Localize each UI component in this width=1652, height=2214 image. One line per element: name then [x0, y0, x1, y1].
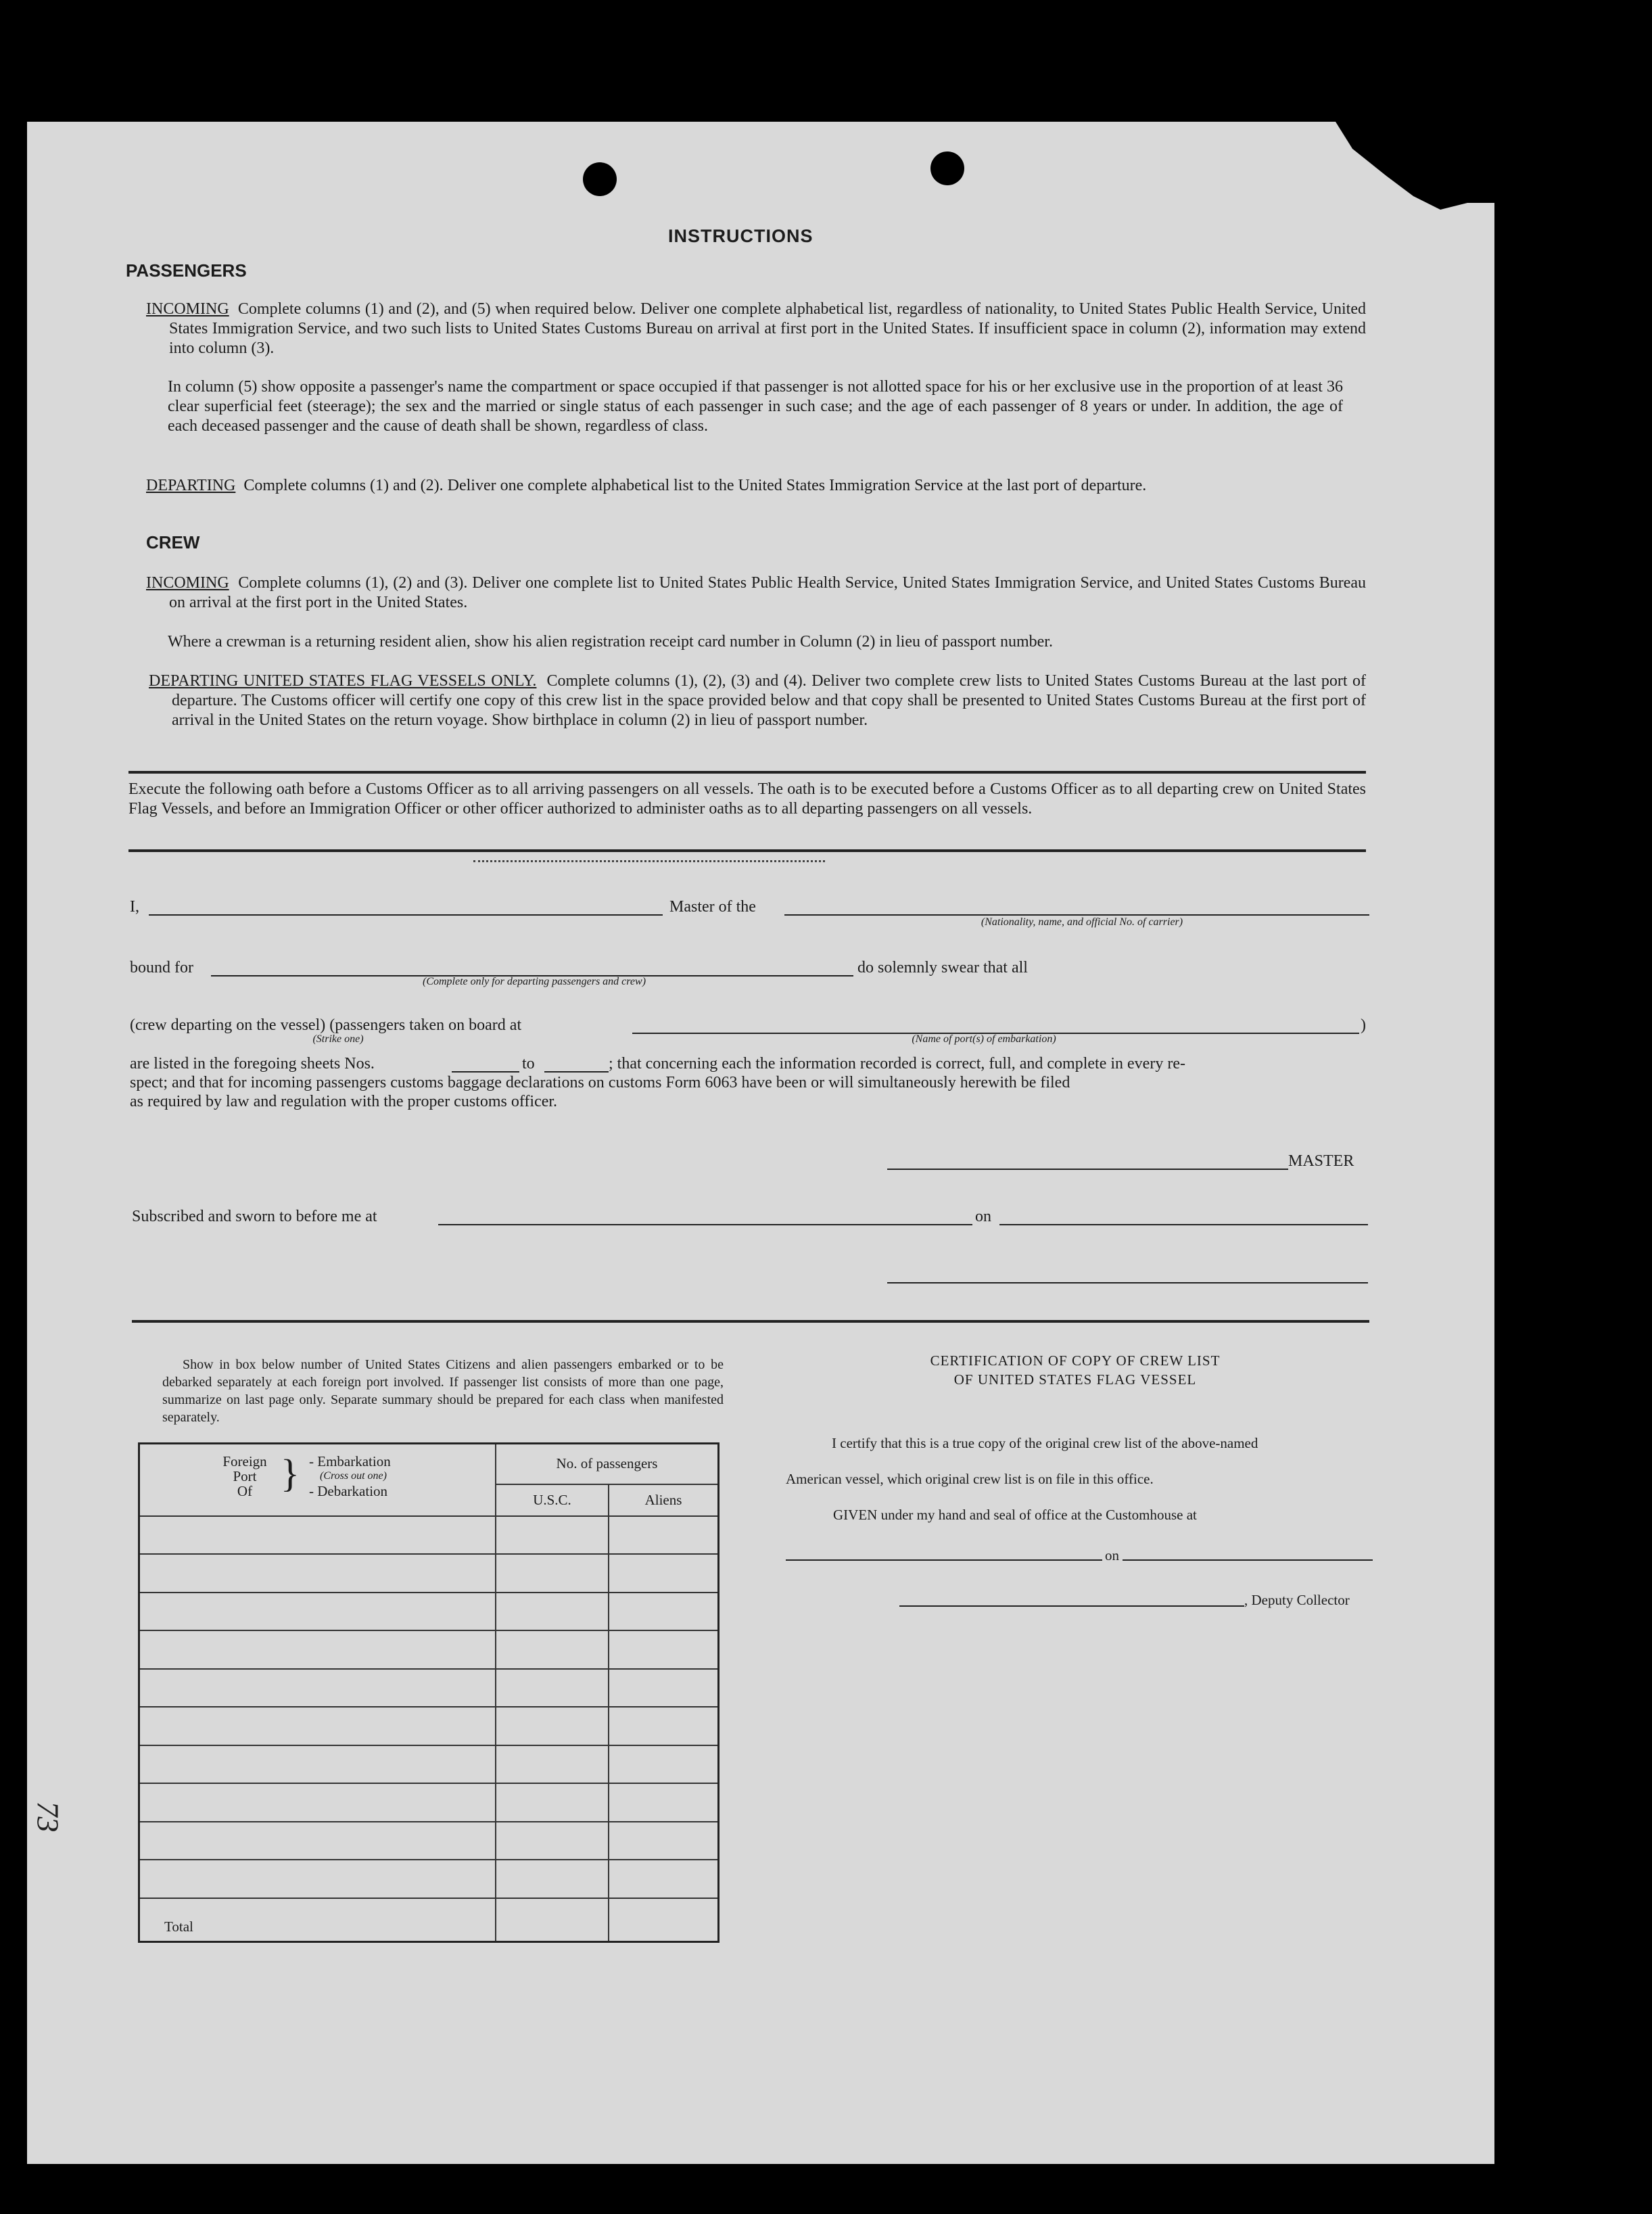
summary-row: [139, 1707, 496, 1745]
customhouse-line: [786, 1559, 1102, 1561]
sworn-at-line: [438, 1224, 972, 1225]
summary-row: [139, 1822, 496, 1860]
master-label: MASTER: [1288, 1152, 1354, 1170]
instructions-title: INSTRUCTIONS: [668, 226, 813, 246]
master-of-the-label: Master of the: [669, 898, 756, 916]
summary-instructions: Show in box below number of United States Citizens and alien passengers embarked or to be debarked separately at each foreign port involved. If passenger list consists of more than one page, summarize on last page only. Separate summary should be prepared for each class when manifested separately.: [162, 1357, 724, 1425]
passenger-summary-table: [138, 1442, 719, 1943]
certification-date-line: [1123, 1559, 1373, 1561]
summary-row: [139, 1554, 496, 1592]
foreign-label: Foreign: [222, 1453, 267, 1470]
deputy-signature-line: [899, 1605, 1244, 1607]
bound-caption: (Complete only for departing passengers and crew): [422, 976, 646, 987]
summary-row: [139, 1630, 496, 1668]
listed-text-2: ; that concerning each the information recorded is correct, full, and complete in every re-: [609, 1055, 1185, 1073]
crew-departing-label: (crew departing on the vessel) (passengers taken on board at: [130, 1016, 522, 1034]
usc-header: U.S.C.: [496, 1484, 609, 1516]
divider: [128, 771, 1366, 774]
master-name-line: [149, 914, 663, 916]
crew-departing-label: DEPARTING UNITED STATES FLAG VESSELS ONLY.: [149, 672, 537, 690]
of-label: Of: [237, 1483, 253, 1500]
listed-text-4: as required by law and regulation with the proper customs officer.: [130, 1093, 558, 1110]
divider: [132, 1320, 1369, 1323]
punch-hole: [583, 162, 617, 196]
bound-for-label: bound for: [130, 959, 193, 976]
port-caption: (Name of port(s) of embarkation): [912, 1033, 1056, 1045]
close-paren: ): [1361, 1016, 1366, 1034]
aliens-header: Aliens: [609, 1484, 719, 1516]
passengers-heading: PASSENGERS: [126, 260, 247, 281]
port-header-cell: [139, 1444, 496, 1516]
nationality-caption: (Nationality, name, and official No. of carrier): [981, 916, 1183, 928]
summary-row: [139, 1745, 496, 1783]
embarkation-label: - Embarkation: [309, 1453, 391, 1470]
certify-text-2: American vessel, which original crew list is on file in this office.: [786, 1471, 1154, 1487]
certify-text-1: I certify that this is a true copy of the original crew list of the above-named: [832, 1435, 1258, 1451]
oath-i-label: I,: [130, 898, 139, 916]
sheet-from-line: [452, 1071, 519, 1073]
sworn-date-line: [999, 1224, 1368, 1225]
total-label: Total: [139, 1898, 496, 1942]
summary-row: [139, 1593, 496, 1630]
crew-incoming-label: INCOMING: [146, 574, 229, 592]
passengers-departing-label: DEPARTING: [146, 477, 236, 494]
deputy-collector-label: , Deputy Collector: [1244, 1592, 1350, 1608]
crew-resident-paragraph: Where a crewman is a returning resident alien, show his alien registration receipt card number in Column (2) in lieu of passport number.: [168, 633, 1053, 651]
passengers-incoming-paragraph: INCOMING Complete columns (1) and (2), and (5) when required below. Deliver one complete alphabetical list, regardless of nationality, to United States Public Health Service, United States Immigration Service, and two such lists to United States Customs Bureau on arrival at first port in the United States. If insufficient space in column (2), information may extend into column (3).: [146, 300, 1366, 357]
carrier-line: [784, 914, 1369, 916]
debarkation-label: - Debarkation: [309, 1483, 388, 1500]
given-text: GIVEN under my hand and seal of office at the Customhouse at: [833, 1507, 1197, 1523]
punch-hole: [930, 151, 964, 185]
margin-handwritten-number: 73: [30, 1801, 66, 1833]
master-signature-line: [887, 1169, 1288, 1170]
port-label: Port: [233, 1468, 257, 1485]
listed-text-3: spect; and that for incoming passengers customs baggage declarations on customs Form 6063 have been or will simultaneously herewith be filed: [130, 1074, 1070, 1091]
crew-departing-paragraph: DEPARTING UNITED STATES FLAG VESSELS ONLY. Complete columns (1), (2), (3) and (4). Deliver two complete crew lists to United States Customs Bureau at the last port of departure. The Customs officer will certify one copy of this crew list in the space provided below and that copy shall be presented to United States Customs Bureau at the first port of arrival in the United States on the return voyage. Show birthplace in column (2) in lieu of passport number.: [149, 672, 1366, 729]
summary-row: [139, 1783, 496, 1821]
sworn-on-label: on: [975, 1208, 991, 1225]
certification-title-1: CERTIFICATION OF COPY OF CREW LIST: [930, 1352, 1221, 1369]
passengers-departing-paragraph: DEPARTING Complete columns (1) and (2). Deliver one complete alphabetical list to the United States Immigration Service at the last port of departure.: [146, 477, 1147, 494]
oath-intro: Execute the following oath before a Customs Officer as to all arriving passengers on all vessels. The oath is to be executed before a Customs Officer as to all departing crew on United States Flag Vessels, and before an Immigration Officer or other officer authorized to administer oaths as to all departing passengers on all vessels.: [128, 780, 1366, 818]
subscribed-label: Subscribed and sworn to before me at: [132, 1208, 377, 1225]
no-passengers-header: No. of passengers: [496, 1444, 719, 1484]
sheet-to-line: [544, 1071, 609, 1073]
total-usc-cell: [496, 1898, 609, 1942]
summary-row: [139, 1669, 496, 1707]
listed-text-1: are listed in the foregoing sheets Nos.: [130, 1055, 375, 1073]
crew-heading: CREW: [146, 532, 200, 552]
passengers-incoming-label: INCOMING: [146, 300, 229, 318]
passengers-column5-paragraph: In column (5) show opposite a passenger's name the compartment or space occupied if that passenger is not allotted space for his or her exclusive use in the proportion of at least 36 clear superficial feet (steerage); the sex and the married or single status of each passenger in such case; and the age of each passenger of 8 years or under. In addition, the age of each deceased passenger and the cause of death shall be shown, regardless of class.: [168, 378, 1343, 435]
summary-row: [139, 1516, 496, 1554]
certification-on-label: on: [1105, 1547, 1119, 1563]
swear-label: do solemnly swear that all: [857, 959, 1028, 976]
listed-to: to: [522, 1055, 535, 1073]
cross-out-caption: (Cross out one): [320, 1470, 387, 1482]
total-aliens-cell: [609, 1898, 719, 1942]
summary-row: [139, 1860, 496, 1898]
certification-title-2: OF UNITED STATES FLAG VESSEL: [953, 1371, 1197, 1388]
brace-icon: }: [281, 1451, 300, 1496]
crew-incoming-paragraph: INCOMING Complete columns (1), (2) and (3). Deliver one complete list to United States Public Health Service, United States Immigration Service, and United States Customs Bureau on arrival at the first port in the United States.: [146, 574, 1367, 611]
officer-signature-line: [887, 1282, 1368, 1283]
divider: [128, 849, 1366, 852]
strike-caption: (Strike one): [312, 1033, 364, 1045]
dotted-divider: [473, 860, 825, 862]
